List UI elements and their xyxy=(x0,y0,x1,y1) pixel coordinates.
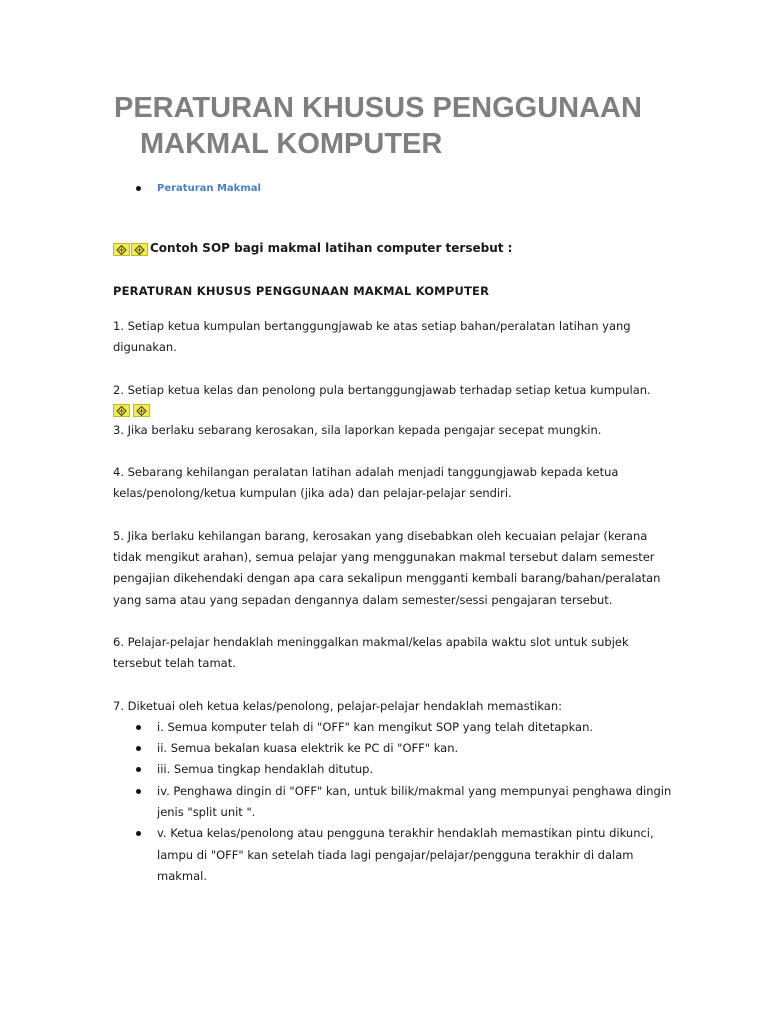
table-of-contents xyxy=(136,180,261,198)
intro-line xyxy=(113,238,512,259)
ketupat-emblem-icon xyxy=(131,243,148,256)
toc-item xyxy=(136,180,261,198)
rule-item-4: 4. Sebarang kehilangan peralatan latihan adalah menjadi tanggungjawab kepada ketua kelas/penolong/ketua kumpulan (jika ada) dan pelajar-pelajar sendiri. xyxy=(113,465,619,501)
list-item: v. Ketua kelas/penolong atau pengguna terakhir hendaklah memastikan pintu dikunci, lampu di "OFF" kan setelah tiada lagi pengajar/pelajar/pengguna terakhir di dalam makmal. xyxy=(157,823,673,887)
list-item: iii. Semua tingkap hendaklah ditutup. xyxy=(157,759,673,780)
list-item: i. Semua komputer telah di "OFF" kan mengikut SOP yang telah ditetapkan. xyxy=(157,717,673,738)
page-title-line-2: MAKMAL KOMPUTER xyxy=(140,128,443,160)
intro-text: Contoh SOP bagi makmal latihan computer tersebut : xyxy=(150,241,513,255)
toc-link-peraturan-makmal[interactable]: Peraturan Makmal xyxy=(157,183,261,194)
list-item: ii. Semua bekalan kuasa elektrik ke PC di "OFF" kan. xyxy=(157,738,673,759)
emblem-group xyxy=(113,401,673,420)
rule-item-1: 1. Setiap ketua kumpulan bertanggungjawab ke atas setiap bahan/peralatan latihan yang digunakan. xyxy=(113,319,631,355)
rule-item-5: 5. Jika berlaku kehilangan barang, kerosakan yang disebabkan oleh kecuaian pelajar (kerana tidak mengikut arahan), semua pelajar yang menggunakan makmal tersebut dalam semester pengajian dikehendaki dengan apa cara sekalipun mengganti kembali barang/bahan/peralatan yang sama atau yang sepadan dengannya dalam semester/sessi pengajaran tersebut. xyxy=(113,528,661,607)
section-heading: PERATURAN KHUSUS PENGGUNAAN MAKMAL KOMPUTER xyxy=(113,284,490,298)
ketupat-emblem-icon xyxy=(113,243,130,256)
rule-item-2: 2. Setiap ketua kelas dan penolong pula bertanggungjawab terhadap setiap ketua kumpulan. xyxy=(113,382,651,397)
page-title-line-1: PERATURAN KHUSUS PENGGUNAAN xyxy=(114,92,642,124)
page-title xyxy=(114,90,674,162)
rule-item-3: 3. Jika berlaku sebarang kerosakan, sila laporkan kepada pengajar secepat mungkin. xyxy=(113,422,602,437)
ketupat-emblem-icon xyxy=(133,404,150,417)
rule-item-6: 6. Pelajar-pelajar hendaklah meninggalkan makmal/kelas apabila waktu slot untuk subjek tersebut telah tamat. xyxy=(113,634,629,671)
ketupat-emblem-icon xyxy=(113,404,130,417)
list-item: iv. Penghawa dingin di "OFF" kan, untuk bilik/makmal yang mempunyai penghawa dingin jenis "split unit ". xyxy=(157,781,673,824)
emblem-group xyxy=(113,239,149,259)
rules-list xyxy=(113,316,673,887)
rule-7-subitems xyxy=(113,717,673,887)
rule-item-7: 7. Diketuai oleh ketua kelas/penolong, pelajar-pelajar hendaklah memastikan: xyxy=(113,698,563,713)
